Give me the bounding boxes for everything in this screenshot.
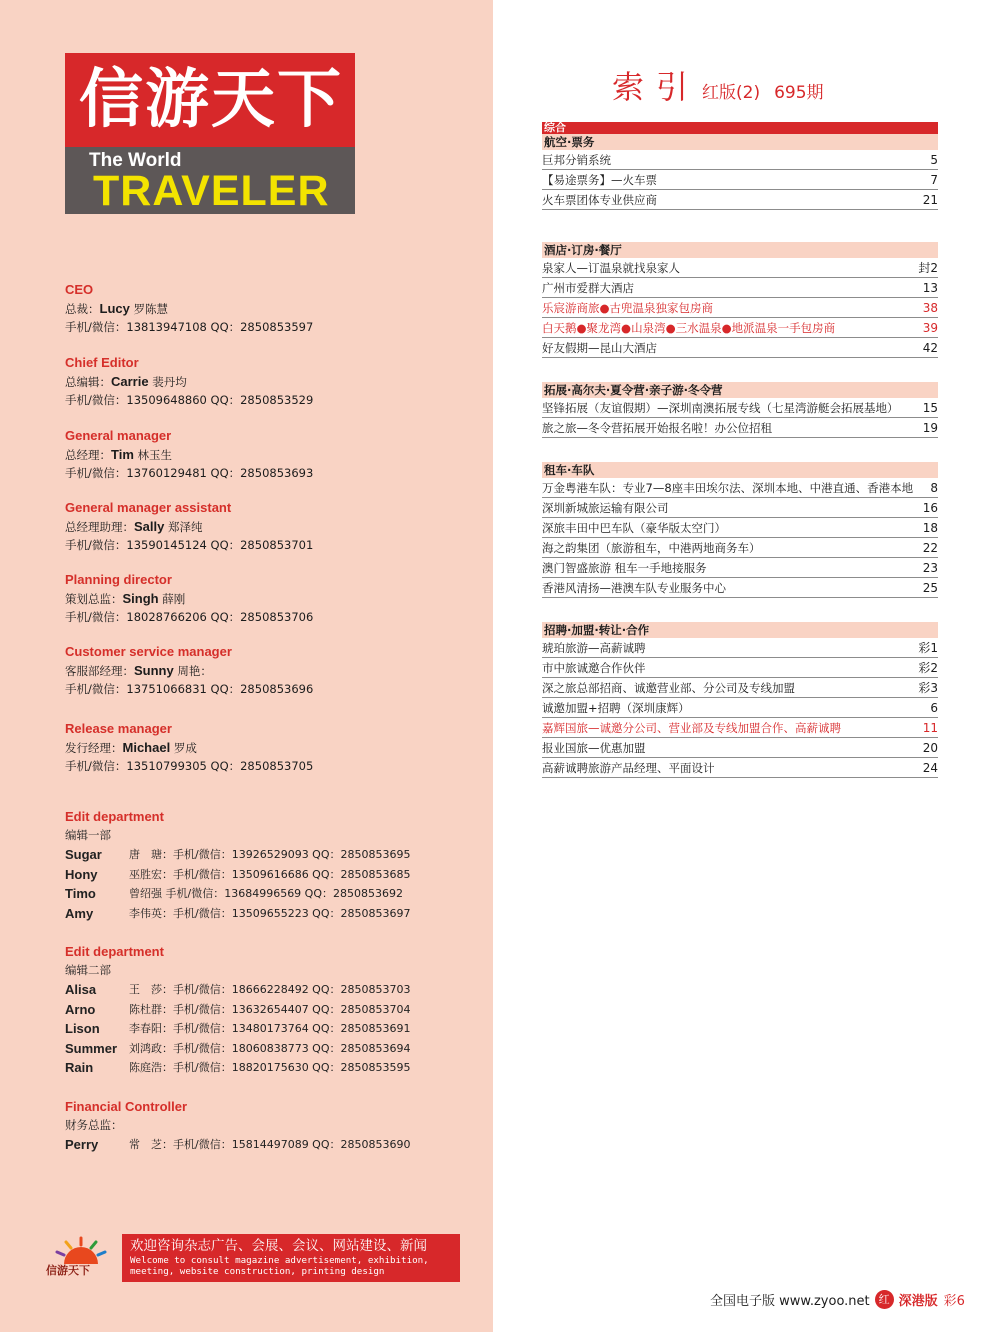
dept-sub: 编辑一部 bbox=[65, 828, 111, 842]
member-en: Alisa bbox=[65, 982, 97, 997]
member-info: 李春阳：手机/微信：13480173764 QQ：2850853691 bbox=[129, 1022, 411, 1035]
staff-en-name: Sally bbox=[134, 519, 165, 534]
section-header: 招聘·加盟·转让·合作 bbox=[542, 622, 938, 638]
dept-role: Edit department bbox=[65, 809, 164, 824]
index-edition: 红版(2) bbox=[702, 83, 761, 103]
staff-name-line bbox=[65, 661, 465, 680]
staff-release-manager bbox=[65, 719, 465, 776]
staff-gm-assistant bbox=[65, 498, 465, 555]
promo-en: Welcome to consult magazine advertisement, exhibition, meeting, website construction, printing design bbox=[130, 1255, 429, 1277]
staff-en-name: Lucy bbox=[99, 301, 130, 316]
member-en: Sugar bbox=[65, 847, 102, 862]
brand-mark bbox=[42, 1234, 120, 1282]
item-text: 澳门智盛旅游 租车一手地接服务 bbox=[542, 561, 707, 575]
member-row bbox=[65, 1000, 465, 1020]
index-item bbox=[542, 738, 938, 758]
item-text: 香港风清扬—港澳车队专业服务中心 bbox=[542, 581, 726, 595]
member-info: 巫胜宏：手机/微信：13509616686 QQ：2850853685 bbox=[129, 867, 411, 881]
member-row bbox=[65, 1019, 465, 1039]
item-page: 11 bbox=[922, 721, 938, 735]
index-item bbox=[542, 498, 938, 518]
footer-edition: 深港版 bbox=[898, 1294, 938, 1309]
staff-en-name: Sunny bbox=[134, 663, 174, 678]
section-header: 拓展·高尔夫·夏令营·亲子游·冬令营 bbox=[542, 382, 938, 398]
item-text: 火车票团体专业供应商 bbox=[542, 193, 657, 207]
member-row bbox=[65, 1039, 465, 1059]
staff-en-name: Singh bbox=[122, 591, 159, 606]
logo-cn-title: 信游天下 bbox=[79, 62, 343, 137]
item-page: 16 bbox=[922, 501, 938, 515]
item-text: 诚邀加盟+招聘（深圳康辉） bbox=[542, 701, 690, 715]
staff-name-line bbox=[65, 517, 465, 536]
item-page: 24 bbox=[922, 761, 938, 775]
item-text: 海之韵集团（旅游租车，中港两地商务车） bbox=[542, 541, 761, 555]
index-section-car-rental bbox=[542, 462, 938, 598]
index-item bbox=[542, 190, 938, 210]
staff-customer-service bbox=[65, 642, 465, 699]
item-page: 42 bbox=[922, 341, 938, 355]
promo-cn: 欢迎咨询杂志广告、会展、会议、网站建设、新闻 bbox=[130, 1238, 427, 1254]
staff-role: Release manager bbox=[65, 721, 172, 736]
staff-cn-name: 罗陈慧 bbox=[133, 302, 168, 316]
item-text: 市中旅诚邀合作伙伴 bbox=[542, 661, 646, 675]
staff-title: 总经理： bbox=[65, 448, 111, 462]
edit-department-two bbox=[65, 942, 465, 1078]
red-edition-badge: 红 bbox=[875, 1290, 894, 1309]
member-row bbox=[65, 904, 465, 924]
masthead-panel bbox=[0, 0, 493, 1332]
index-item bbox=[542, 758, 938, 778]
index-top-bar: 综合 bbox=[542, 122, 938, 134]
member-row bbox=[65, 1135, 465, 1155]
index-item bbox=[542, 278, 938, 298]
staff-title: 发行经理： bbox=[65, 741, 123, 755]
staff-name-line bbox=[65, 589, 465, 608]
staff-title: 总编辑： bbox=[65, 375, 111, 389]
staff-ceo bbox=[65, 280, 465, 337]
index-section-aviation bbox=[542, 122, 938, 210]
dept-sub: 财务总监： bbox=[65, 1118, 123, 1132]
member-en: Timo bbox=[65, 886, 96, 901]
member-info: 陈庭浩：手机/微信：18820175630 QQ：2850853595 bbox=[129, 1061, 411, 1074]
staff-title: 总经理助理： bbox=[65, 520, 134, 534]
staff-cn-name: 薛刚 bbox=[162, 592, 186, 606]
staff-cn-name: 林玉生 bbox=[137, 448, 173, 462]
staff-cn-name: 周艳： bbox=[177, 664, 212, 678]
section-header: 航空·票务 bbox=[542, 134, 938, 150]
promo-banner bbox=[42, 1234, 460, 1282]
footer-label: 全国电子版 www.zyoo.net bbox=[710, 1294, 870, 1309]
financial-controller bbox=[65, 1097, 465, 1155]
member-en: Lison bbox=[65, 1021, 100, 1036]
index-item bbox=[542, 338, 938, 358]
index-item bbox=[542, 578, 938, 598]
member-row bbox=[65, 884, 465, 904]
logo-en-big: TRAVELER bbox=[93, 167, 330, 215]
item-page: 38 bbox=[922, 301, 938, 315]
index-section-recruitment bbox=[542, 622, 938, 778]
item-text: 【易途票务】—火车票 bbox=[542, 173, 657, 187]
staff-planning-director bbox=[65, 570, 465, 627]
item-text: 好友假期—昆山大酒店 bbox=[542, 341, 657, 355]
member-info: 曾绍强 手机/微信：13684996569 QQ：2850853692 bbox=[129, 887, 403, 900]
item-page: 39 bbox=[922, 321, 938, 335]
staff-contact: 手机/微信：13751066831 QQ：2850853696 bbox=[65, 682, 314, 696]
member-info: 常 芝：手机/微信：15814497089 QQ：2850853690 bbox=[129, 1138, 411, 1151]
item-page: 18 bbox=[922, 521, 938, 535]
item-text: 嘉辉国旅—诚邀分公司、营业部及专线加盟合作、高薪诚聘 bbox=[542, 721, 841, 735]
item-page: 彩1 bbox=[918, 641, 938, 655]
index-item bbox=[542, 538, 938, 558]
item-text: 广州市爱群大酒店 bbox=[542, 281, 634, 295]
staff-cn-name: 罗成 bbox=[173, 741, 197, 755]
item-page: 22 bbox=[922, 541, 938, 555]
staff-chief-editor bbox=[65, 353, 465, 410]
item-text: 旅之旅—冬令营拓展开始报名啦！办公位招租 bbox=[542, 421, 772, 435]
page-number: 彩6 bbox=[943, 1294, 965, 1309]
member-info: 唐 瑭：手机/微信：13926529093 QQ：2850853695 bbox=[129, 848, 411, 861]
item-page: 封2 bbox=[918, 261, 938, 275]
item-page: 8 bbox=[930, 481, 938, 495]
item-page: 彩3 bbox=[918, 681, 938, 695]
edit-department-one bbox=[65, 807, 465, 923]
index-item bbox=[542, 150, 938, 170]
member-en: Summer bbox=[65, 1040, 118, 1056]
member-en: Hony bbox=[65, 866, 98, 882]
item-text: 琥珀旅游—高薪诚聘 bbox=[542, 641, 646, 655]
member-en: Amy bbox=[65, 905, 94, 921]
member-en: Perry bbox=[65, 1137, 99, 1152]
staff-contact: 手机/微信：13510799305 QQ：2850853705 bbox=[65, 759, 314, 773]
page-footer bbox=[710, 1290, 965, 1309]
item-page: 15 bbox=[922, 401, 938, 415]
member-info: 李伟英：手机/微信：13509655223 QQ：2850853697 bbox=[129, 906, 411, 920]
staff-name-line bbox=[65, 738, 465, 757]
staff-en-name: Carrie bbox=[111, 374, 149, 389]
item-text: 高薪诚聘旅游产品经理、平面设计 bbox=[542, 761, 715, 775]
index-item bbox=[542, 478, 938, 498]
index-item bbox=[542, 698, 938, 718]
staff-title: 总裁： bbox=[65, 302, 100, 316]
index-item bbox=[542, 318, 938, 338]
index-title bbox=[612, 62, 824, 108]
item-text: 报业国旅—优惠加盟 bbox=[542, 741, 646, 755]
promo-box bbox=[122, 1234, 460, 1282]
member-en: Arno bbox=[65, 1001, 96, 1017]
staff-en-name: Michael bbox=[122, 740, 171, 755]
staff-name-line bbox=[65, 299, 465, 318]
item-page: 21 bbox=[922, 193, 938, 207]
item-text: 万金粤港车队：专业7—8座丰田埃尔法、深圳本地、中港直通、香港本地 bbox=[542, 481, 914, 495]
staff-contact: 手机/微信：13509648860 QQ：2850853529 bbox=[65, 393, 314, 407]
staff-title: 客服部经理： bbox=[65, 664, 134, 678]
member-info: 刘鸿政：手机/微信：18060838773 QQ：2850853694 bbox=[129, 1041, 411, 1055]
item-page: 7 bbox=[930, 173, 938, 187]
item-page: 20 bbox=[922, 741, 938, 755]
item-text: 巨邦分销系统 bbox=[542, 153, 611, 167]
index-section-hotel bbox=[542, 242, 938, 358]
item-text: 泉家人—订温泉就找泉家人 bbox=[542, 261, 680, 275]
staff-role: Customer service manager bbox=[65, 644, 232, 659]
member-info: 王 莎：手机/微信：18666228492 QQ：2850853703 bbox=[129, 983, 411, 996]
index-item bbox=[542, 418, 938, 438]
item-text: 深圳新城旅运输有限公司 bbox=[542, 501, 669, 515]
staff-role: General manager assistant bbox=[65, 500, 232, 515]
item-text: 乐宸游商旅●古兜温泉独家包房商 bbox=[542, 301, 714, 315]
staff-role: Chief Editor bbox=[65, 355, 139, 370]
index-item bbox=[542, 678, 938, 698]
member-row bbox=[65, 980, 465, 1000]
index-item bbox=[542, 638, 938, 658]
item-page: 23 bbox=[922, 561, 938, 575]
staff-contact: 手机/微信：13813947108 QQ：2850853597 bbox=[65, 320, 314, 334]
brand-mark-text: 信游天下 bbox=[46, 1264, 90, 1277]
staff-role: CEO bbox=[65, 282, 94, 297]
index-section-outdoor bbox=[542, 382, 938, 438]
index-item bbox=[542, 558, 938, 578]
index-item bbox=[542, 398, 938, 418]
item-page: 25 bbox=[922, 581, 938, 595]
index-issue: 695期 bbox=[774, 83, 824, 103]
staff-general-manager bbox=[65, 426, 465, 483]
dept-sub: 编辑二部 bbox=[65, 963, 111, 977]
index-item bbox=[542, 170, 938, 190]
dept-role: Edit department bbox=[65, 944, 164, 959]
index-item bbox=[542, 518, 938, 538]
staff-contact: 手机/微信：13590145124 QQ：2850853701 bbox=[65, 538, 314, 552]
dept-role: Financial Controller bbox=[65, 1099, 188, 1114]
index-item bbox=[542, 258, 938, 278]
staff-cn-name: 郑泽纯 bbox=[168, 520, 203, 534]
item-text: 深之旅总部招商、诚邀营业部、分公司及专线加盟 bbox=[542, 681, 795, 695]
staff-en-name: Tim bbox=[111, 447, 134, 462]
member-row bbox=[65, 845, 465, 865]
staff-role: General manager bbox=[65, 428, 172, 443]
member-info: 陈杜群：手机/微信：13632654407 QQ：2850853704 bbox=[129, 1002, 411, 1016]
staff-role: Planning director bbox=[65, 572, 172, 587]
index-title-main: 索引 bbox=[612, 68, 701, 106]
index-item bbox=[542, 718, 938, 738]
section-header: 酒店·订房·餐厅 bbox=[542, 242, 938, 258]
staff-name-line bbox=[65, 372, 465, 391]
staff-contact: 手机/微信：18028766206 QQ：2850853706 bbox=[65, 610, 314, 624]
section-header: 租车·车队 bbox=[542, 462, 938, 478]
staff-contact: 手机/微信：13760129481 QQ：2850853693 bbox=[65, 466, 314, 480]
staff-title: 策划总监： bbox=[65, 592, 123, 606]
item-text: 坚锋拓展（友谊假期）—深圳南澳拓展专线（七星湾游艇会拓展基地） bbox=[542, 401, 899, 415]
logo-en-small: The World bbox=[89, 150, 182, 171]
item-text: 白天鹅●聚龙湾●山泉湾●三水温泉●地派温泉一手包房商 bbox=[542, 321, 836, 335]
member-en: Rain bbox=[65, 1060, 94, 1075]
staff-cn-name: 裴丹均 bbox=[152, 375, 187, 389]
item-page: 彩2 bbox=[918, 661, 938, 675]
item-page: 5 bbox=[930, 153, 938, 167]
item-page: 13 bbox=[922, 281, 938, 295]
item-page: 19 bbox=[922, 421, 938, 435]
staff-name-line bbox=[65, 445, 465, 464]
brand-logo bbox=[65, 53, 355, 214]
index-item bbox=[542, 298, 938, 318]
item-page: 6 bbox=[930, 701, 938, 715]
member-row bbox=[65, 1058, 465, 1078]
item-text: 深旅丰田中巴车队（豪华版太空门） bbox=[542, 521, 726, 535]
member-row bbox=[65, 865, 465, 885]
index-item bbox=[542, 658, 938, 678]
